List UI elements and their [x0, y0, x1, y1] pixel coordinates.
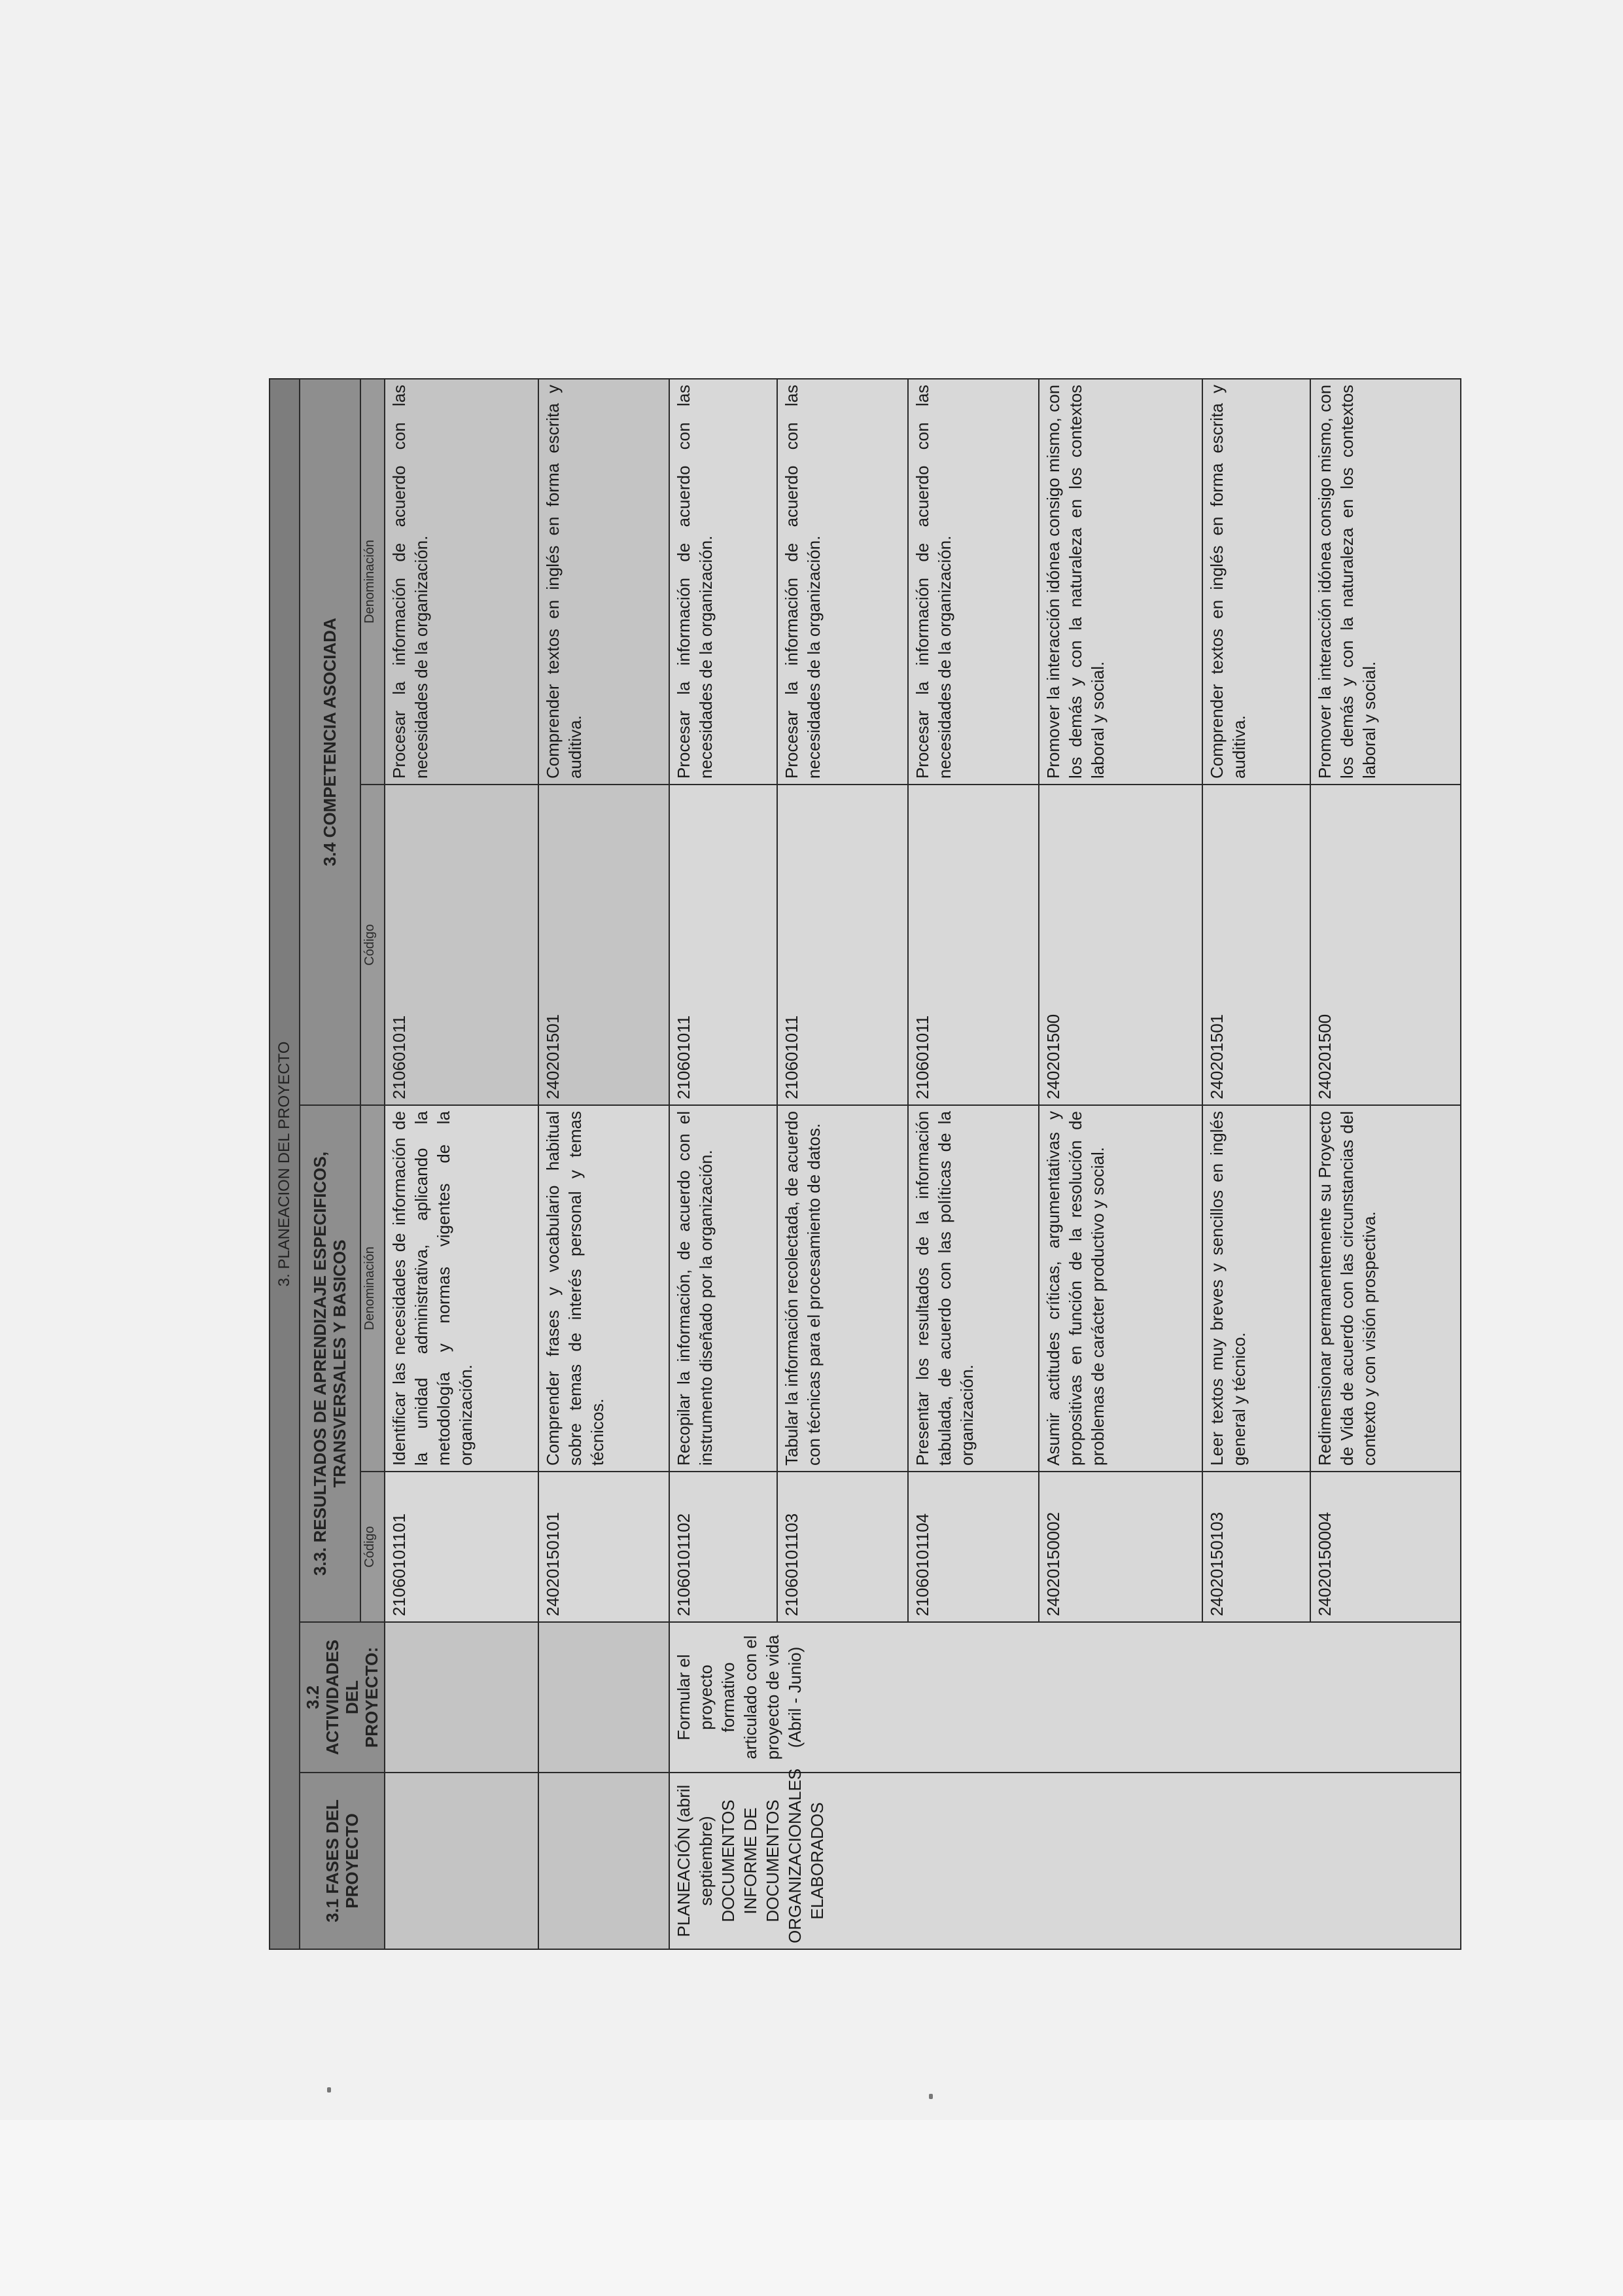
header-actividades: 3.2 ACTIVIDADES DEL PROYECTO: [300, 1622, 385, 1773]
table-row [538, 379, 669, 1949]
res-denominacion-cell: Tabular la información recolectada, de acuerdo con técnicas para el procesamiento de datos. [777, 1105, 908, 1472]
comp-codigo-cell: 210601011 [385, 785, 538, 1105]
table-row [669, 379, 777, 1949]
comp-denominacion-cell: Promover la interacción idónea consigo mismo, con los demás y con la naturaleza en los contextos laboral y social. [1039, 379, 1202, 785]
actividad-cell-empty [538, 1622, 669, 1773]
table-row [385, 379, 538, 1949]
comp-codigo-cell: 210601011 [669, 785, 777, 1105]
subheader-res-codigo: Código [360, 1472, 385, 1622]
subheader-comp-denominacion: Denominación [360, 379, 385, 785]
res-denominacion-cell: Recopilar la información, de acuerdo con el instrumento diseñado por la organización. [669, 1105, 777, 1472]
fase-cell-empty [538, 1773, 669, 1949]
scan-mark [327, 2087, 331, 2093]
comp-denominacion-cell: Procesar la información de acuerdo con las necesidades de la organización. [385, 379, 538, 785]
res-denominacion-cell: Identificar las necesidades de información de la unidad administrativa, aplicando la metodología y normas vigentes de la organización. [385, 1105, 538, 1472]
fase-cell-empty [385, 1773, 538, 1949]
fase-planeacion-cell: PLANEACIÓN (abril septiembre) DOCUMENTOS INFORME DE DOCUMENTOS ORGANIZACIONALES ELABORADOS [669, 1773, 1461, 1949]
res-codigo-cell: 24020150101 [538, 1472, 669, 1622]
res-codigo-cell: 21060101103 [777, 1472, 908, 1622]
comp-denominacion-cell: Procesar la información de acuerdo con las necesidades de la organización. [908, 379, 1039, 785]
comp-codigo-cell: 240201500 [1039, 785, 1202, 1105]
res-codigo-cell: 21060101102 [669, 1472, 777, 1622]
res-denominacion-cell: Leer textos muy breves y sencillos en inglés general y técnico. [1202, 1105, 1310, 1472]
actividad-formular-cell: Formular el proyecto formativo articulado con el proyecto de vida (Abril - Junio) [669, 1622, 1461, 1773]
scan-mark [929, 2094, 933, 2099]
comp-denominacion-cell: Comprender textos en inglés en forma escrita y auditiva. [1202, 379, 1310, 785]
res-denominacion-cell: Comprender frases y vocabulario habitual sobre temas de interés personal y temas técnicos. [538, 1105, 669, 1472]
actividad-cell-empty [385, 1622, 538, 1773]
comp-codigo-cell: 240201500 [1310, 785, 1461, 1105]
header-competencia: 3.4 COMPETENCIA ASOCIADA [300, 379, 360, 1105]
res-codigo-cell: 21060101101 [385, 1472, 538, 1622]
comp-denominacion-cell: Comprender textos en inglés en forma escrita y auditiva. [538, 379, 669, 785]
comp-codigo-cell: 240201501 [1202, 785, 1310, 1105]
res-denominacion-cell: Asumir actitudes críticas, argumentativas y propositivas en función de la resolución de problemas de carácter productivo y social. [1039, 1105, 1202, 1472]
comp-denominacion-cell: Procesar la información de acuerdo con las necesidades de la organización. [669, 379, 777, 785]
header-resultados: 3.3. RESULTADOS DE APRENDIZAJE ESPECIFICOS, TRANSVERSALES Y BASICOS [300, 1105, 360, 1622]
planning-table [269, 378, 1461, 1950]
res-codigo-cell: 24020150004 [1310, 1472, 1461, 1622]
res-codigo-cell: 21060101104 [908, 1472, 1039, 1622]
res-codigo-cell: 24020150002 [1039, 1472, 1202, 1622]
comp-denominacion-cell: Promover la interacción idónea consigo mismo, con los demás y con la naturaleza en los contextos laboral y social. [1310, 379, 1461, 785]
comp-denominacion-cell: Procesar la información de acuerdo con las necesidades de la organización. [777, 379, 908, 785]
comp-codigo-cell: 210601011 [908, 785, 1039, 1105]
subheader-comp-codigo: Código [360, 785, 385, 1105]
res-denominacion-cell: Redimensionar permanentemente su Proyecto de Vida de acuerdo con las circunstancias del contexto y con visión prospectiva. [1310, 1105, 1461, 1472]
res-codigo-cell: 24020150103 [1202, 1472, 1310, 1622]
comp-codigo-cell: 210601011 [777, 785, 908, 1105]
res-denominacion-cell: Presentar los resultados de la información tabulada, de acuerdo con las políticas de la organización. [908, 1105, 1039, 1472]
planning-table-container [269, 380, 1454, 1950]
subheader-res-denominacion: Denominación [360, 1105, 385, 1472]
header-fases: 3.1 FASES DEL PROYECTO [300, 1773, 385, 1949]
table-title: 3. PLANEACION DEL PROYECTO [270, 379, 300, 1949]
comp-codigo-cell: 240201501 [538, 785, 669, 1105]
